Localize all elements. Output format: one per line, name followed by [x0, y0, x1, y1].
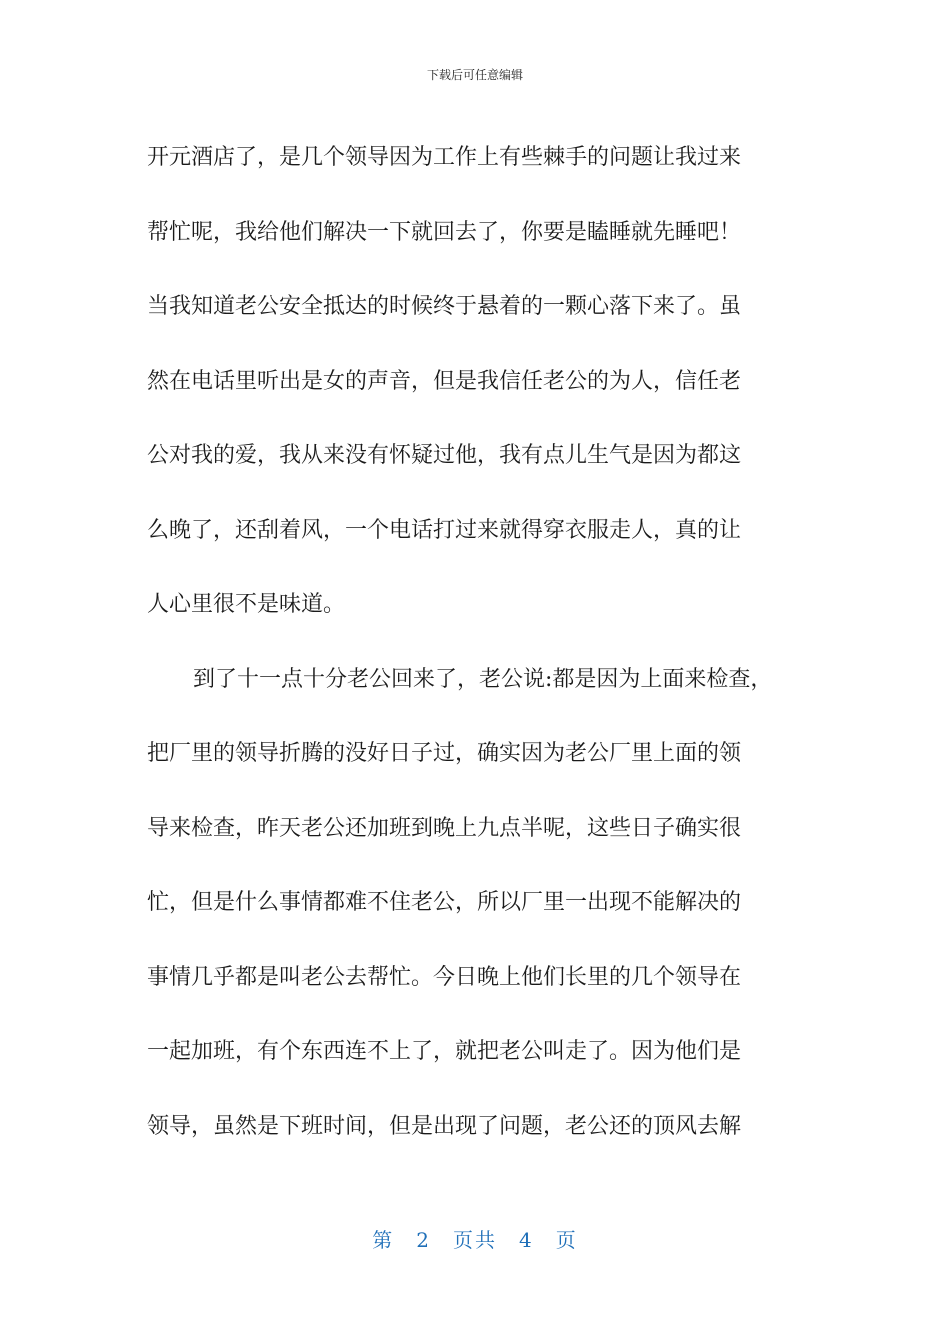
text-line: 当我知道老公安全抵达的时候终于悬着的一颗心落下来了。虽: [147, 294, 742, 319]
text-line: 帮忙呢，我给他们解决一下就回去了，你要是瞌睡就先睡吧！: [147, 219, 742, 245]
footer-prefix: 第: [372, 1228, 395, 1252]
footer-total-pages: 4: [519, 1228, 534, 1252]
footer-page-number: 2: [416, 1228, 431, 1252]
text-line: 然在电话里听出是女的声音，但是我信任老公的为人，信任老: [147, 368, 742, 394]
text-line: 公对我的爱，我从来没有怀疑过他，我有点儿生气是因为都这: [147, 443, 742, 468]
text-line: 么晚了，还刮着风，一个电话打过来就得穿衣服走人，真的让: [147, 517, 742, 543]
text-line: 把厂里的领导折腾的没好日子过，确实因为老公厂里上面的领: [147, 741, 742, 766]
page-footer: [0, 1224, 950, 1253]
footer-suffix: 页: [555, 1228, 578, 1252]
text-line: 事情几乎都是叫老公去帮忙。今日晚上他们长里的几个领导在: [147, 964, 742, 990]
text-line: 一起加班，有个东西连不上了，就把老公叫走了。因为他们是: [147, 1039, 742, 1064]
text-line: 导来检查，昨天老公还加班到晚上九点半呢，这些日子确实很: [147, 815, 742, 841]
header-note: 下载后可任意编辑: [426, 68, 523, 82]
text-line: 人心里很不是味道。: [147, 592, 346, 617]
body-text: [147, 121, 827, 1164]
text-line-paragraph-start: 到了十一点十分老公回来了，老公说:都是因为上面来检查，: [193, 666, 773, 692]
text-line: 忙，但是什么事情都难不住老公，所以厂里一出现不能解决的: [147, 890, 742, 915]
text-line: 领导，虽然是下班时间，但是出现了问题，老公还的顶风去解: [147, 1113, 742, 1139]
text-line: 开元酒店了，是几个领导因为工作上有些棘手的问题让我过来: [147, 145, 742, 170]
footer-middle: 页共: [453, 1228, 497, 1252]
